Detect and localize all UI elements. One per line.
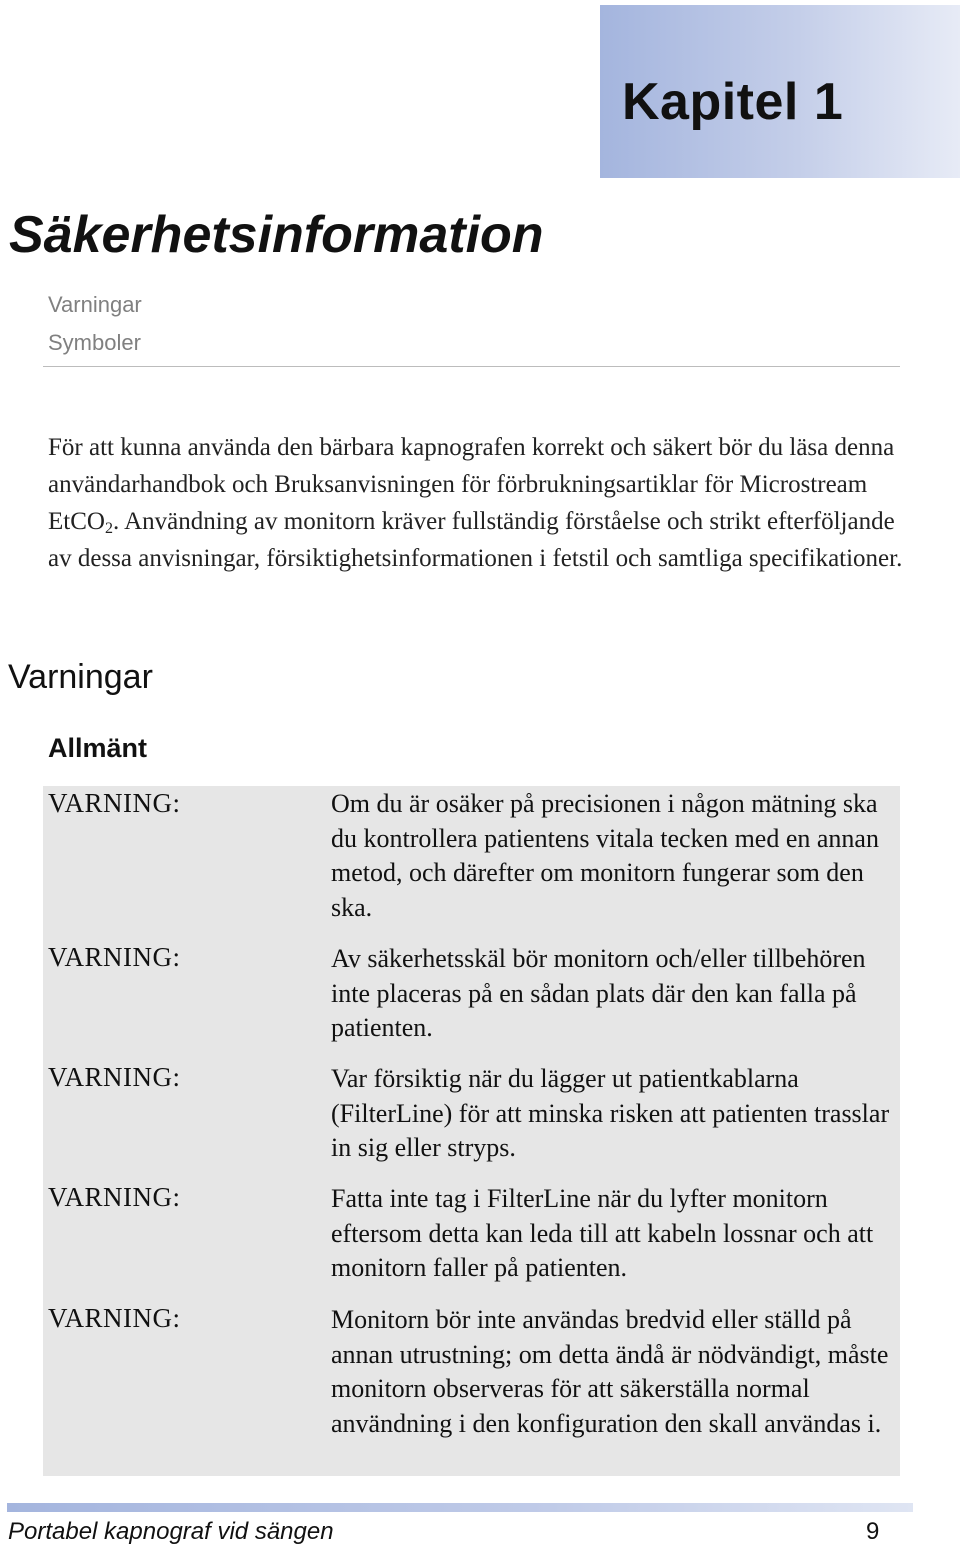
- warning-text: Var försiktig när du lägger ut patientkablarna (FilterLine) för att minska risken att patienten trasslar in sig eller stryps.: [331, 1064, 890, 1162]
- page-number: 9: [866, 1518, 880, 1545]
- warning-text: Av säkerhetsskäl bör monitorn och/eller tillbehören inte placeras på en sådan plats där den kan falla på patienten.: [331, 944, 866, 1042]
- warning-text: Fatta inte tag i FilterLine när du lyfter monitorn eftersom detta kan leda till att kabeln lossnar och att monitorn faller på patienten.: [331, 1184, 874, 1282]
- warning-label: VARNING:: [48, 942, 181, 972]
- warning-label: VARNING:: [48, 788, 181, 818]
- intro-paragraph: [48, 429, 908, 577]
- warning-text: Monitorn bör inte användas bredvid eller ställd på annan utrustning; om detta ändå är nödvändigt, måste monitorn observeras för att säkerställa normal användning i den konfiguration den skall användas i.: [331, 1305, 889, 1438]
- intro-text-start: För att kunna använda den bärbara kapnografen korrekt och säkert bör du läsa denna användarhandbok och Bruksanvisningen för förbrukningsartiklar för Microstream EtCO: [48, 434, 895, 535]
- chapter-label: Kapitel 1: [622, 73, 844, 131]
- footer-title: Portabel kapnograf vid sängen: [8, 1518, 334, 1545]
- intro-subscript: 2: [104, 520, 113, 537]
- warning-label: VARNING:: [48, 1303, 181, 1333]
- warning-text: Om du är osäker på precisionen i någon mätning ska du kontrollera patientens vitala tecken med en annan metod, och därefter om monitorn fungerar som den ska.: [331, 789, 879, 922]
- toc-divider: [43, 366, 900, 367]
- intro-text-end: . Användning av monitorn kräver fullständig förståelse och strikt efterföljande av dessa anvisningar, försiktighetsinformationen i fetstil och samtliga specifikationer.: [48, 508, 903, 572]
- chapter-toc: [48, 286, 142, 362]
- warning-label: VARNING:: [48, 1182, 181, 1212]
- toc-item-symboler[interactable]: Symboler: [48, 330, 141, 355]
- page-title: Säkerhetsinformation: [9, 206, 544, 264]
- toc-item-varningar[interactable]: Varningar: [48, 292, 142, 317]
- footer-bar: [7, 1503, 913, 1512]
- warning-label: VARNING:: [48, 1062, 181, 1092]
- section-heading: Varningar: [8, 658, 153, 696]
- subsection-heading: Allmänt: [48, 733, 148, 763]
